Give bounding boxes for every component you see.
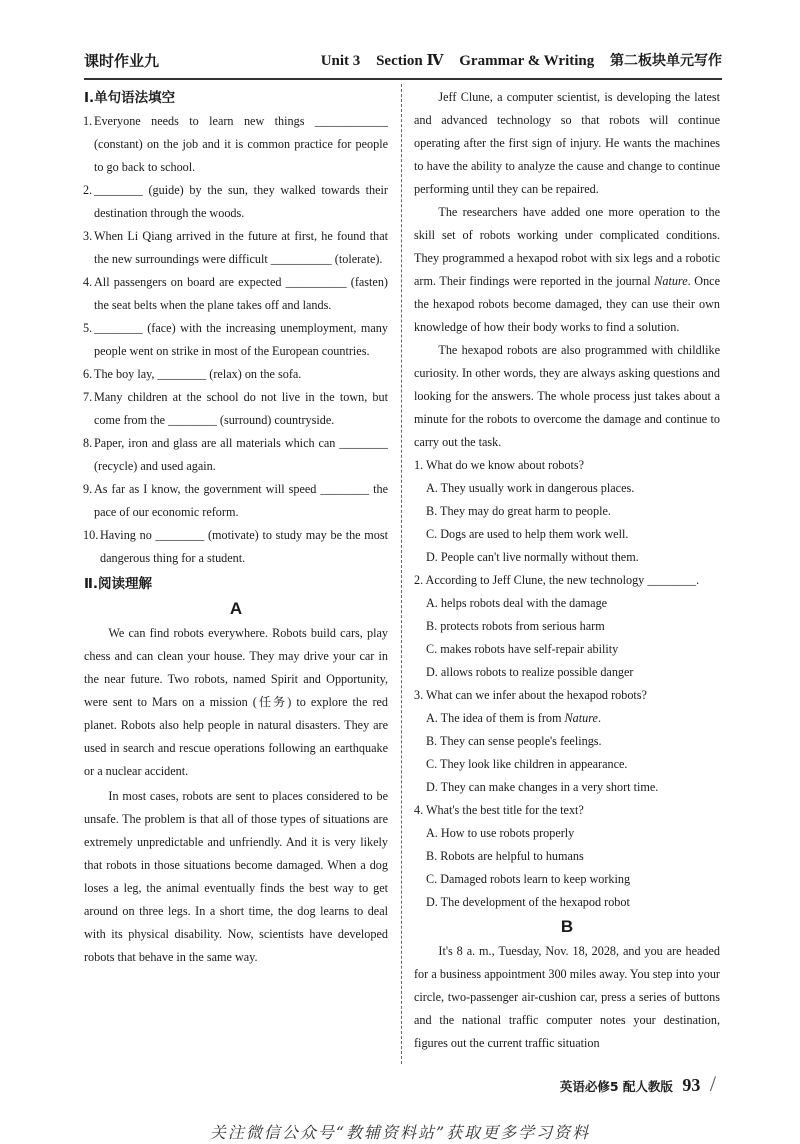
question-text: Paper, iron and glass are all materials which can ________ (recycle) and used again. [94,436,388,473]
grammar-question-4 [84,271,388,317]
question-text: When Li Qiang arrived in the future at first, he found that the new surroundings were difficult __________ (tolerate). [94,229,388,266]
page-header [84,50,722,78]
right-column [414,86,720,1055]
grammar-question-7 [84,386,388,432]
column-divider [401,84,402,1064]
option-b[interactable]: B. They may do great harm to people. [426,504,611,518]
question-number: 1. [83,114,93,128]
question-stem: 1. What do we know about robots? [414,458,585,472]
passage-b-title: B [560,917,574,936]
page-footer [560,1071,716,1097]
option-c[interactable]: C. makes robots have self-repair ability [426,642,619,656]
section-label: Section Ⅳ [376,53,444,69]
question-number: 4. [83,275,93,289]
option-d[interactable]: D. The development of the hexapod robot [426,895,630,909]
header-rule [84,78,722,80]
para-4-part-2: . Once the hexapod robots become damaged, they can use their own knowledge of how their body works to find a solution. [414,274,721,334]
option-a[interactable]: A. helps robots deal with the damage [426,596,608,610]
option-c[interactable]: C. They look like children in appearance. [426,757,628,771]
question-stem: 2. According to Jeff Clune, the new technology ________. [414,573,700,587]
para-4-part-1: The researchers have added one more operation to the skill set of robots working under complicated conditions. They programmed a hexapod robot with six legs and a robotic arm. Their findings were reported in the journal [414,205,720,288]
passage-a-para-5: The hexapod robots are also programmed with childlike curiosity. In other words, they are always asking questions and looking for the answers. The whole process just takes about a minute for the robots to overcome the damage and continue to carry out the task. [414,343,720,449]
question-stem: 4. What's the best title for the text? [414,803,584,817]
option-d[interactable]: D. allows robots to realize possible danger [426,665,634,679]
grammar-question-8 [84,432,388,478]
option-b[interactable]: B. Robots are helpful to humans [426,849,584,863]
passage-a-para-2: In most cases, robots are sent to places considered to be unsafe. The problem is that all of those types of situations are extremely unpredictable and unfriendly. And it is very likely that robots in those situations become damaged. When a dog loses a leg, the animal eventually finds the best way to get around on three legs. In a short time, the dog learns to deal with its physical disability. Now, scientists have developed robots that behave in the same way. [84,789,388,964]
option-a-end: . [597,711,601,725]
grammar-question-1 [84,110,388,179]
unit-label: Unit 3 [320,53,361,69]
question-number: 9. [83,482,93,496]
question-1 [414,454,720,569]
question-text: All passengers on board are expected __________ (fasten) the seat belts when the plane takes off and lands. [94,275,388,312]
question-3 [414,684,720,799]
journal-name: Nature [654,274,688,288]
question-number: 5. [83,321,93,335]
passage-a-para-3: Jeff Clune, a computer scientist, is developing the latest and advanced technology so that robots will continue operating after the first sign of injury. He wants the machines to have the ability to analyze the cause and change to continue performing until they can be repaired. [414,90,720,196]
option-a-text: A. The idea of them is from [426,711,565,725]
question-number: 6. [83,367,93,381]
watermark-text: 关注微信公众号“教辅资料站”获取更多学习资料 [209,1123,591,1142]
page-number: 93 [682,1075,701,1095]
question-text: As far as I know, the government will speed ________ the pace of our economic reform. [94,482,388,519]
cn-title: 第二板块单元写作 [610,53,722,69]
grammar-question-6 [84,363,388,386]
grammar-question-3 [84,225,388,271]
passage-a-para-4 [414,201,720,339]
footer-slash: / [709,1071,716,1096]
question-2 [414,569,720,684]
question-stem: 3. What can we infer about the hexapod robots? [414,688,647,702]
grammar-question-2 [84,179,388,225]
grammar-fill-list [84,110,388,570]
question-number: 2. [83,183,93,197]
part2-title: Ⅱ.阅读理解 [84,576,153,592]
question-text: Everyone needs to learn new things ____________ (constant) on the job and it is common practice for people to go back to school. [94,114,388,174]
option-b[interactable]: B. They can sense people's feelings. [426,734,602,748]
question-4 [414,799,720,914]
option-c[interactable]: C. Damaged robots learn to keep working [426,872,631,886]
unit-heading [309,50,722,70]
topic-label: Grammar & Writing [459,53,595,69]
question-text: ________ (face) with the increasing unemployment, many people went on strike in most of the European countries. [94,321,388,358]
option-c[interactable]: C. Dogs are used to help them work well. [426,527,629,541]
question-text: ________ (guide) by the sun, they walked towards their destination through the woods. [94,183,388,220]
option-d[interactable]: D. People can't live normally without them. [426,550,639,564]
book-label: 英语必修5 配人教版 [559,1079,673,1094]
part1-title: Ⅰ.单句语法填空 [84,90,176,106]
question-number: 7. [83,390,93,404]
option-a[interactable] [414,707,720,730]
option-d[interactable]: D. They can make changes in a very short time. [426,780,659,794]
question-number: 8. [83,436,93,450]
question-number: 10. [83,528,99,542]
option-a[interactable]: A. How to use robots properly [426,826,575,840]
question-text: Many children at the school do not live in the town, but come from the ________ (surround) countryside. [94,390,388,427]
option-b[interactable]: B. protects robots from serious harm [426,619,605,633]
question-text: The boy lay, ________ (relax) on the sofa. [94,367,302,381]
passage-a-title: A [229,599,243,618]
passage-a-para-1: We can find robots everywhere. Robots build cars, play chess and can clean your house. They may drive your car in the near future. Two robots, named Spirit and Opportunity, were sent to Mars on a mission (任务) to explore the red planet. Robots also help people in natural disasters. They are used in search and rescue operations following an earthquake or a nuclear accident. [84,626,388,778]
grammar-question-5 [84,317,388,363]
option-a-journal: Nature [564,711,598,725]
question-number: 3. [83,229,93,243]
grammar-question-9 [84,478,388,524]
question-text: Having no ________ (motivate) to study may be the most dangerous thing for a student. [100,528,388,565]
left-column [84,86,388,969]
option-a[interactable]: A. They usually work in dangerous places. [426,481,635,495]
homework-title: 课时作业九 [84,52,160,70]
passage-b-para-1: It's 8 a. m., Tuesday, Nov. 18, 2028, and you are headed for a business appointment 300 miles away. You step into your circle, two-passenger air-cushion car, press a series of buttons and the national traffic computer notes your destination, figures out the current traffic situation [414,944,720,1050]
grammar-question-10 [84,524,388,570]
